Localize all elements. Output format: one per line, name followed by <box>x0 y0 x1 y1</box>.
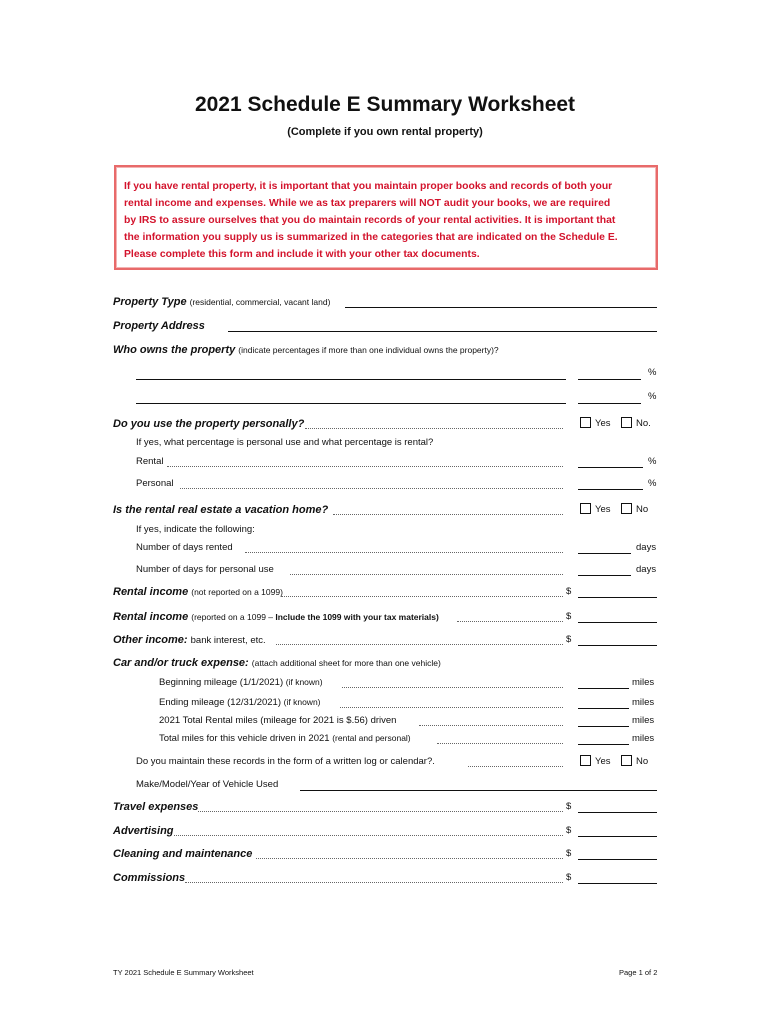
leader-dots <box>185 882 563 883</box>
vacation-no-checkbox[interactable] <box>621 503 632 514</box>
personal-use-no-checkbox[interactable] <box>621 417 632 428</box>
leader-dots <box>419 725 563 726</box>
records-no-checkbox[interactable] <box>621 755 632 766</box>
total-rental-miles-field[interactable] <box>578 726 629 727</box>
leader-dots <box>198 811 563 812</box>
ending-mileage-label: Ending mileage (12/31/2021) (if known) <box>159 697 321 708</box>
rental-income-1099-field[interactable] <box>578 622 657 623</box>
percent-sign: % <box>648 367 657 378</box>
dollar-sign: $ <box>566 611 572 622</box>
advertising-label: Advertising <box>113 825 174 837</box>
miles-unit: miles <box>632 715 655 726</box>
other-income-label: Other income: bank interest, etc. <box>113 634 266 646</box>
leader-dots <box>180 488 563 489</box>
no-label: No <box>636 756 649 767</box>
who-owns-label: Who owns the property (indicate percentages if more than one individual owns the property)? <box>113 344 499 356</box>
property-type-field[interactable] <box>345 307 657 308</box>
no-label: No. <box>636 418 651 429</box>
leader-dots <box>276 644 563 645</box>
cleaning-maintenance-label: Cleaning and maintenance <box>113 848 253 860</box>
total-miles-label: Total miles for this vehicle driven in 2021 (rental and personal) <box>159 733 411 744</box>
leader-dots <box>305 428 563 429</box>
yes-label: Yes <box>595 504 611 515</box>
make-model-field[interactable] <box>300 790 657 791</box>
owner-percent-field-1[interactable] <box>578 379 641 380</box>
vacation-yes-checkbox[interactable] <box>580 503 591 514</box>
dollar-sign: $ <box>566 586 572 597</box>
rental-income-field[interactable] <box>578 597 657 598</box>
days-rented-field[interactable] <box>578 553 631 554</box>
personal-use-yes-checkbox[interactable] <box>580 417 591 428</box>
days-personal-field[interactable] <box>578 575 631 576</box>
miles-unit: miles <box>632 697 655 708</box>
leader-dots <box>281 596 563 597</box>
leader-dots <box>245 552 563 553</box>
other-income-field[interactable] <box>578 645 657 646</box>
vacation-home-label: Is the rental real estate a vacation home? <box>113 504 329 516</box>
days-personal-label: Number of days for personal use <box>136 564 274 575</box>
records-yes-checkbox[interactable] <box>580 755 591 766</box>
travel-expenses-field[interactable] <box>578 812 657 813</box>
personal-label: Personal <box>136 478 174 489</box>
days-unit: days <box>636 542 657 553</box>
advertising-field[interactable] <box>578 836 657 837</box>
leader-dots <box>174 835 563 836</box>
percent-sign: % <box>648 478 657 489</box>
owner-name-field-2[interactable] <box>136 403 566 404</box>
no-label: No <box>636 504 649 515</box>
dollar-sign: $ <box>566 634 572 645</box>
leader-dots <box>290 574 563 575</box>
miles-unit: miles <box>632 733 655 744</box>
commissions-label: Commissions <box>113 872 186 884</box>
dollar-sign: $ <box>566 801 572 812</box>
days-rented-label: Number of days rented <box>136 542 233 553</box>
yes-label: Yes <box>595 756 611 767</box>
property-address-field[interactable] <box>228 331 657 332</box>
notice-text: If you have rental property, it is important that you maintain proper books and records of both your rental income and expenses. While we as tax preparers will NOT audit your books, we are required by IRS to assure ourselves that you do maintain records of your rental activities. It is important that the information you supply us is summarized in the categories that are indicated on the Schedule E. Please complete this form and include it with your other tax documents. <box>124 181 618 260</box>
car-expense-label: Car and/or truck expense: (attach additional sheet for more than one vehicle) <box>113 657 441 669</box>
rental-label: Rental <box>136 456 164 467</box>
beginning-mileage-label: Beginning mileage (1/1/2021) (if known) <box>159 677 323 688</box>
days-unit: days <box>636 564 657 575</box>
percent-sign: % <box>648 391 657 402</box>
commissions-field[interactable] <box>578 883 657 884</box>
dollar-sign: $ <box>566 825 572 836</box>
percent-sign: % <box>648 456 657 467</box>
beginning-mileage-field[interactable] <box>578 688 629 689</box>
travel-expenses-label: Travel expenses <box>113 801 199 813</box>
footer-title: TY 2021 Schedule E Summary Worksheet <box>113 968 254 977</box>
leader-dots <box>333 514 563 515</box>
ending-mileage-field[interactable] <box>578 708 629 709</box>
make-model-label: Make/Model/Year of Vehicle Used <box>136 779 279 790</box>
leader-dots <box>468 766 563 767</box>
dollar-sign: $ <box>566 848 572 859</box>
page-title: 2021 Schedule E Summary Worksheet <box>194 93 576 116</box>
owner-percent-field-2[interactable] <box>578 403 641 404</box>
personal-percent-field[interactable] <box>578 489 643 490</box>
dollar-sign: $ <box>566 872 572 883</box>
leader-dots <box>256 858 563 859</box>
leader-dots <box>437 743 563 744</box>
rental-percent-field[interactable] <box>578 467 643 468</box>
rental-income-1099-label: Rental income (reported on a 1099 – Include the 1099 with your tax materials) <box>113 611 439 623</box>
leader-dots <box>342 687 563 688</box>
total-miles-field[interactable] <box>578 744 629 745</box>
yes-label: Yes <box>595 418 611 429</box>
if-yes-indicate-text: If yes, indicate the following: <box>136 524 255 535</box>
personal-use-label: Do you use the property personally? <box>113 418 305 430</box>
records-question: Do you maintain these records in the form of a written log or calendar?. <box>136 756 435 767</box>
property-type-label: Property Type (residential, commercial, vacant land) <box>113 296 331 308</box>
leader-dots <box>167 466 563 467</box>
total-rental-miles-label: 2021 Total Rental miles (mileage for 2021 is $.56) driven <box>159 715 397 726</box>
miles-unit: miles <box>632 677 655 688</box>
leader-dots <box>457 621 563 622</box>
leader-dots <box>340 707 563 708</box>
if-yes-percentage-text: If yes, what percentage is personal use and what percentage is rental? <box>136 437 434 448</box>
page-number: Page 1 of 2 <box>619 968 658 977</box>
notice-box <box>114 165 658 270</box>
rental-income-label: Rental income (not reported on a 1099) <box>113 586 283 598</box>
owner-name-field-1[interactable] <box>136 379 566 380</box>
property-address-label: Property Address <box>113 320 205 332</box>
cleaning-maintenance-field[interactable] <box>578 859 657 860</box>
page-subtitle: (Complete if you own rental property) <box>287 126 483 138</box>
